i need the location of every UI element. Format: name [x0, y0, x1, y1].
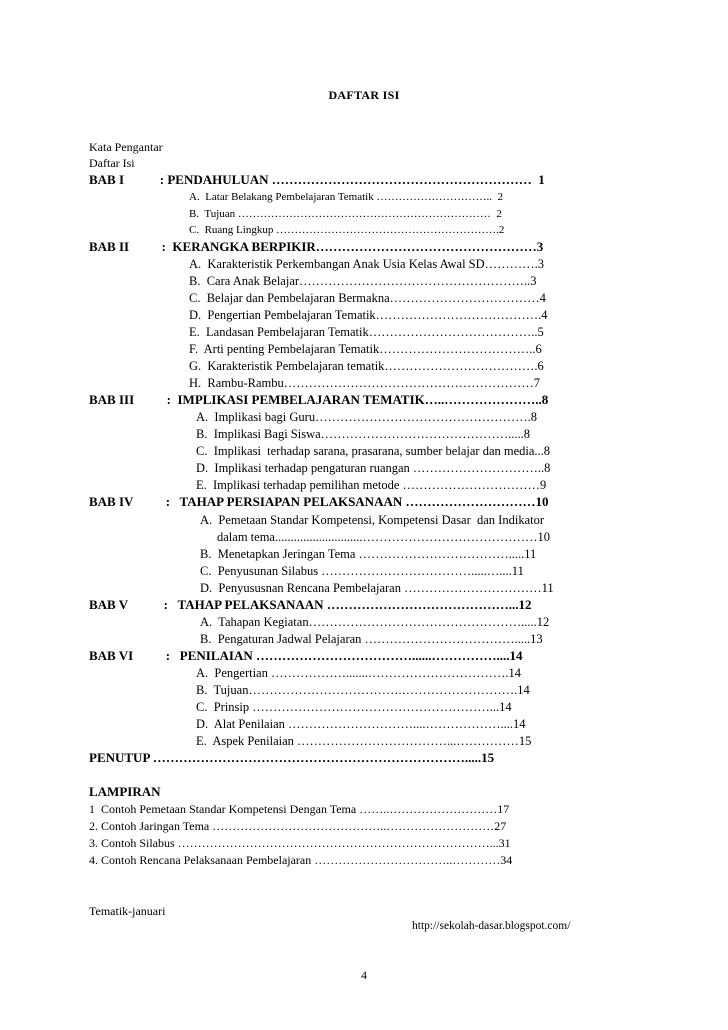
toc-lampiran-item: 2. Contoh Jaringan Tema ……………………………………..………………………27: [89, 819, 507, 833]
toc-item: A. Pemetaan Standar Kompetensi, Kompetensi Dasar dan Indikator: [200, 513, 545, 527]
toc-item: B. Pengaturan Jadwal Pelajaran ……………………………….....13: [200, 632, 543, 646]
toc-chapter-5: BAB V : TAHAP PELAKSANAAN ……………………………………...12: [89, 597, 532, 612]
toc-item: C. Ruang Lingkup …………………………………………………….2: [189, 224, 505, 236]
toc-item: G. Karakteristik Pembelajaran tematik……………………………….6: [189, 359, 544, 373]
toc-item: H. Rambu-Rambu……………………………………………………7: [189, 376, 541, 390]
toc-item: D. Implikasi terhadap pengaturan ruangan …………………………..8: [196, 461, 551, 475]
toc-item: E. Implikasi terhadap pemilihan metode ……………………………9: [196, 478, 547, 492]
toc-item: B. Tujuan……………………………….……………………….14: [196, 683, 530, 697]
toc-lampiran-item: 3. Contoh Silabus ……………………………………………………………………...31: [89, 836, 511, 850]
footer-url: http://sekolah-dasar.blogspot.com/: [412, 920, 571, 932]
toc-chapter-6: BAB VI : PENILAIAN ………………………………......……………....14: [89, 648, 523, 663]
toc-lampiran-item: 1 Contoh Pemetaan Standar Kompetensi Dengan Tema ……..………………………17: [89, 802, 510, 816]
toc-item: B. Implikasi Bagi Siswa……………………………………….....8: [196, 427, 531, 441]
toc-item: dalam tema............................……………………………………10: [217, 530, 550, 544]
toc-lampiran-heading: LAMPIRAN: [89, 784, 161, 799]
toc-item: F. Arti penting Pembelajaran Tematik………………………………..6: [189, 342, 542, 356]
page-title: DAFTAR ISI: [328, 88, 400, 102]
toc-item: D. Alat Penilaian …………………………....………………....14: [196, 717, 526, 731]
toc-chapter-4: BAB IV : TAHAP PERSIAPAN PELAKSANAAN …………………………10: [89, 494, 549, 509]
toc-item: A. Karakteristik Perkembangan Anak Usia Kelas Awal SD………….3: [189, 257, 545, 271]
toc-item: B. Tujuan …………………………………………………………… 2: [189, 208, 502, 220]
toc-item: B. Cara Anak Belajar………………………………………………..3: [189, 274, 537, 288]
toc-lampiran-item: 4. Contoh Rencana Pelaksanaan Pembelajaran ……………………………..…………34: [89, 853, 513, 867]
toc-item: E. Landasan Pembelajaran Tematik…………………………………..5: [189, 325, 544, 339]
toc-penutup: PENUTUP ……………………………………………………………….....15: [89, 750, 495, 765]
toc-item: C. Belajar dan Pembelajaran Bermakna………………………………4: [189, 291, 546, 305]
front-kata-pengantar: Kata Pengantar: [89, 140, 163, 154]
toc-item: C. Penyusunan Silabus ……………………………….....…....11: [200, 564, 524, 578]
front-daftar-isi: Daftar Isi: [89, 156, 135, 170]
page-number: 4: [361, 968, 367, 982]
footer-doc-label: Tematik-januari: [89, 904, 166, 918]
toc-item: C. Prinsip …………………………………………………...14: [196, 700, 512, 714]
toc-item: D. Pengertian Pembelajaran Tematik………………………………….4: [189, 308, 548, 322]
toc-item: E. Aspek Penilaian ………………………………...……………15: [196, 734, 532, 748]
toc-chapter-2: BAB II : KERANGKA BERPIKIR……………………………………………3: [89, 239, 544, 254]
toc-item: B. Menetapkan Jeringan Tema ……………………………….....11: [200, 547, 537, 561]
toc-item: A. Pengertian ……………….......…………………………….14: [196, 666, 521, 680]
toc-item: C. Implikasi terhadap sarana, prasarana, sumber belajar dan media...8: [196, 444, 551, 458]
toc-chapter-3: BAB III : IMPLIKASI PEMBELAJARAN TEMATIK…..…………………..8: [89, 392, 549, 407]
toc-item: A. Latar Belakang Pembelajaran Tematik ………………………….. 2: [189, 191, 503, 203]
toc-chapter-1: BAB I : PENDAHULUAN …………………………………………………… 1: [89, 172, 545, 187]
toc-item: D. Penyususnan Rencana Pembelajaran ……………………………11: [200, 581, 554, 595]
toc-item: A. Tahapan Kegiatan…………………………………………….....12: [200, 615, 550, 629]
toc-item: A. Implikasi bagi Guru…………………………………………….8: [196, 410, 537, 424]
